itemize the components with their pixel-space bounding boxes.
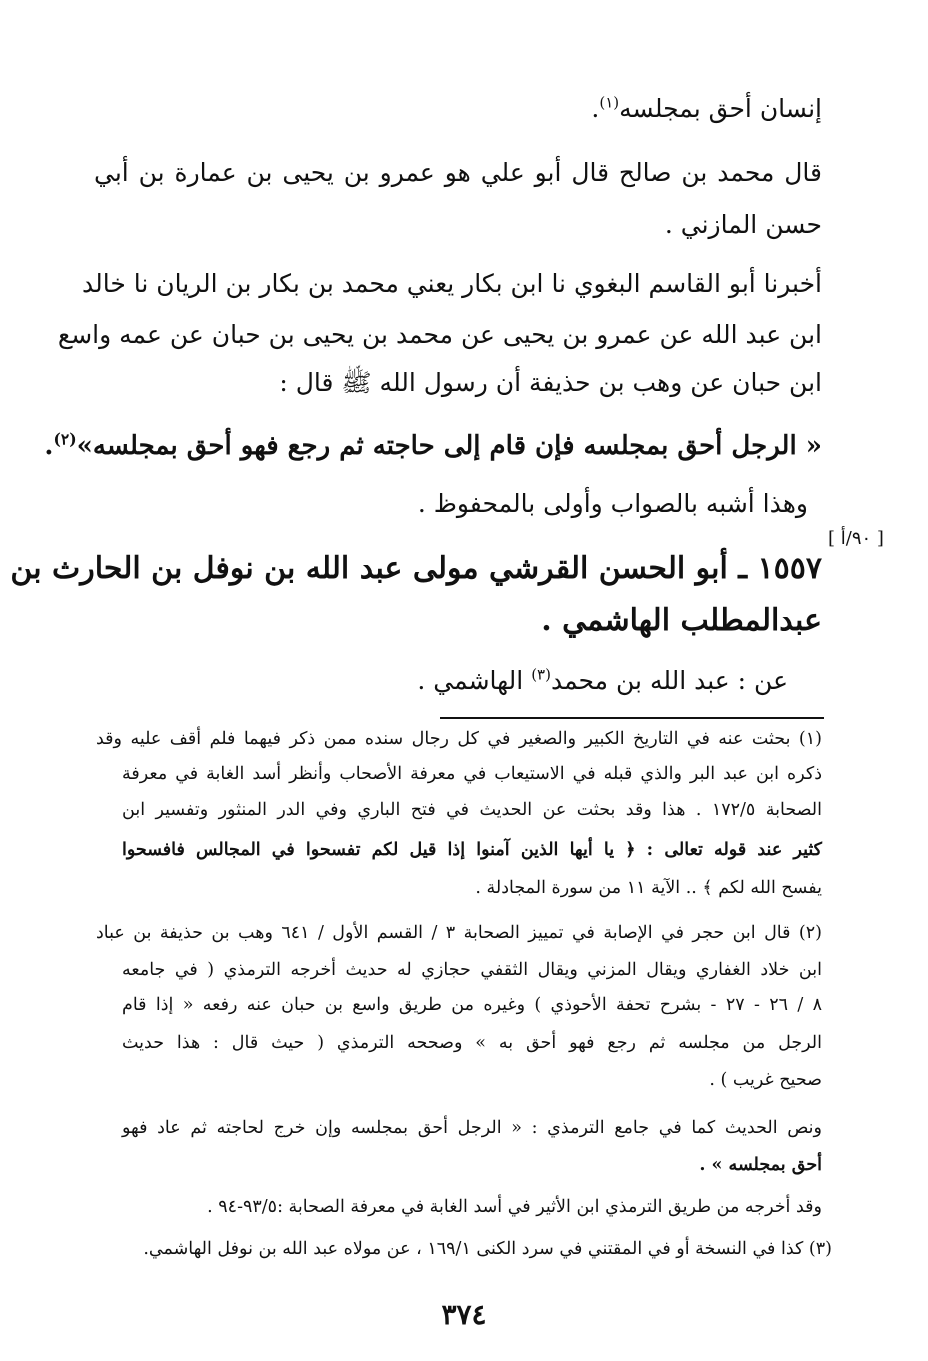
narrator-line (417, 665, 788, 695)
fn1-line4: كثير عند قوله تعالى : ﴿ يا أيها الذين آمنوا إذا قيل لكم تفسحوا في المجالس فافسحوا (122, 840, 822, 860)
para2-line1: أخبرنا أبو القاسم البغوي نا ابن بكار يعني محمد بن بكار بن الريان نا خالد (81, 269, 822, 298)
hadith-text: « الرجل أحق بمجلسه فإن قام إلى حاجته ثم رجع فهو أحق بمجلسه» (76, 431, 822, 461)
fn2b-line1: ونص الحديث كما في جامع الترمذي : « الرجل أحق بمجلسه وإن خرج لحاجته ثم عاد فهو (122, 1118, 822, 1138)
footnote-ref-2: (٢) (53, 429, 77, 449)
para1-line1: قال محمد بن صالح قال أبو علي هو عمرو بن يحيى بن عمارة بن أبي (94, 158, 822, 187)
narrator-prefix: عن : عبد الله بن محمد (550, 666, 788, 695)
footnote-ref-1: (١) (599, 93, 620, 112)
opening-text: إنسان أحق بمجلسه (619, 94, 822, 123)
para2-line3: ابن حبان عن وهب بن حذيفة أن رسول الله ﷺ قال : (279, 368, 822, 397)
footnote-ref-3: (٣) (531, 665, 551, 684)
fn2-line2: ابن خلاد الغفاري ويقال المزني ويقال الثقفي حجازي له حديث أخرجه الترمذي ( في جامعه (122, 960, 822, 980)
hadith-quote (44, 429, 822, 461)
entry-title-line1: ١٥٥٧ ـ أبو الحسن القرشي مولى عبد الله بن نوفل بن الحارث بن (10, 551, 822, 586)
fn2b-line2: أحق بمجلسه » . (699, 1155, 822, 1175)
fn2-line5: صحيح غريب ) . (709, 1070, 822, 1090)
fn2-line1: (٢) قال ابن حجر في الإصابة في تمييز الصحابة ٣ / القسم الأول / ٦٤١ وهب بن حذيفة بن عباد (96, 923, 822, 943)
para1-line2: حسن المازني . (664, 210, 822, 239)
fn1-line1: (١) بحثت عنه في التاريخ الكبير والصغير في كل رجال سنده ممن ذكر فيهما فلم أقف عليه وقد (96, 729, 822, 749)
fn1-line5: يفسح الله لكم ﴾ .. الآية ١١ من سورة المجادلة . (475, 878, 822, 898)
fn1-line2: ذكره ابن عبد البر والذي قبله في الاستيعاب في معرفة الأصحاب وأنظر أسد الغابة في معرفة (122, 764, 822, 784)
fn2-line4: الرجل من مجلسه ثم رجع فهو أحق به » وصححه الترمذي ( حيث قال : هذا حديث (122, 1033, 822, 1053)
margin-marker: [ ٩٠/أ ] (828, 528, 884, 549)
opening-end: . (591, 94, 600, 123)
fn3-line: (٣) كذا في النسخة أو في المقتني في سرد الكنى ١٦٩/١ ، عن مولاه عبد الله بن نوفل الهاشمي. (143, 1239, 832, 1259)
para2-line2: ابن عبد الله عن عمرو بن يحيى عن محمد بن يحيى بن حبان عن عمه واسع (57, 320, 822, 349)
remark-line: وهذا أشبه بالصواب وأولى بالمحفوظ . (417, 489, 808, 518)
footnote-divider (440, 717, 824, 719)
fn2-line3: ٨ / ٢٦ - ٢٧ - بشرح تحفة الأحوذي ) وغيره من طريق واسع بن حبان عنه رفعه « إذا قام (122, 995, 822, 1015)
narrator-suffix: الهاشمي . (417, 666, 532, 695)
fn1-line3: الصحابة ١٧٢/٥ . هذا وقد بحثت عن الحديث في فتح الباري وفي الدر المنثور وتفسير ابن (122, 800, 822, 820)
entry-title-line2: عبدالمطلب الهاشمي . (541, 603, 822, 638)
page-number: ٣٧٤ (441, 1298, 487, 1331)
opening-line (591, 93, 822, 123)
hadith-end: . (44, 431, 54, 461)
fn2c-line: وقد أخرجه من طريق الترمذي ابن الأثير في أسد الغابة في معرفة الصحابة :٩٣/٥-٩٤ . (207, 1197, 822, 1217)
